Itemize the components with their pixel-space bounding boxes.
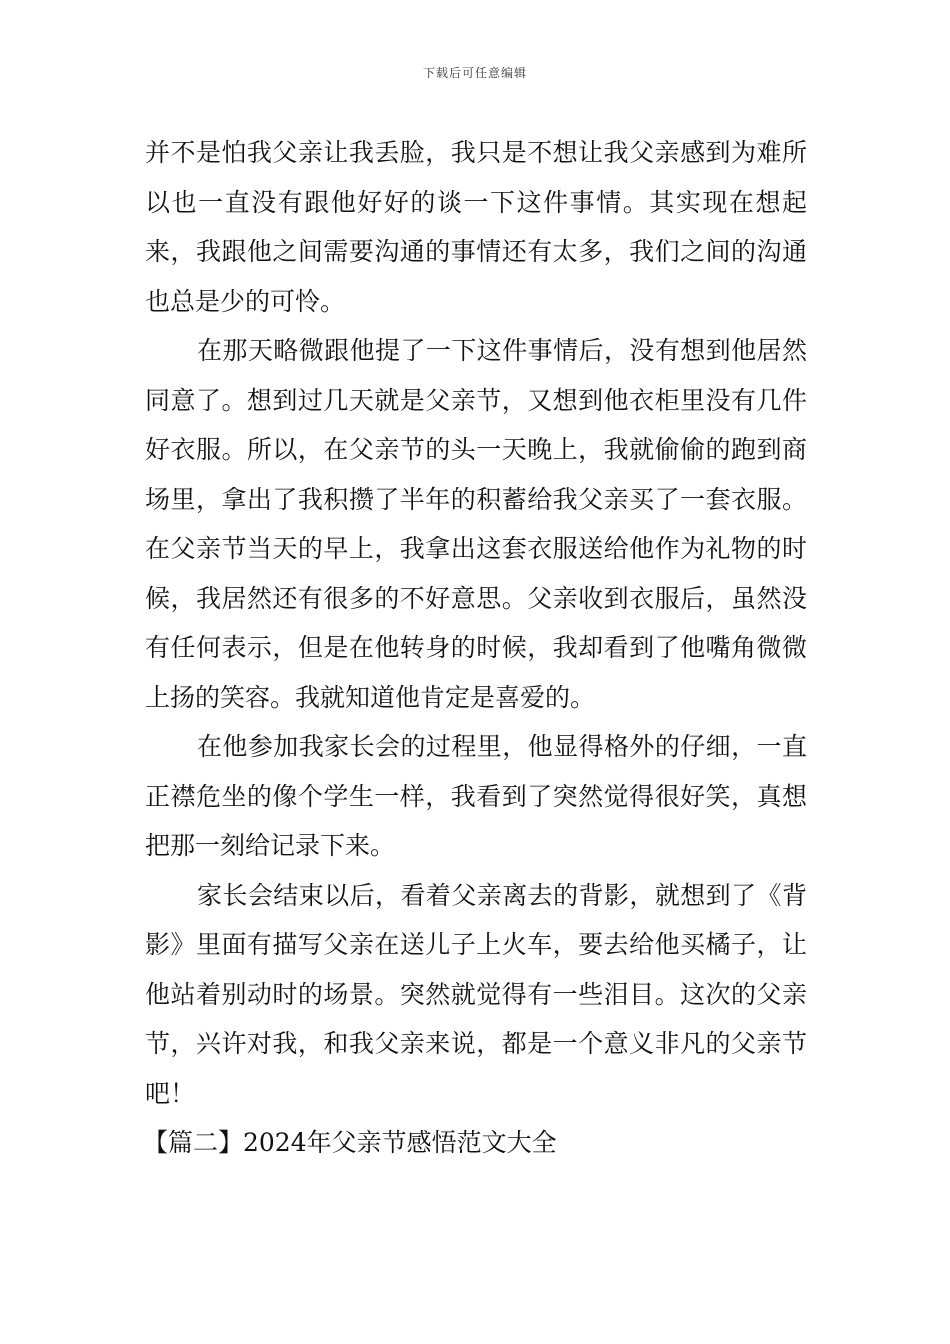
paragraph-4: 家长会结束以后，看着父亲离去的背影，就想到了《背影》里面有描写父亲在送儿子上火车，要去给他买橘子，让他站着别动时的场景。突然就觉得有一些泪目。这次的父亲节，兴许对我，和我父亲来说，都是一个意义非凡的父亲节吧！ xyxy=(145,880,807,1108)
page-header-note: 下载后可任意编辑 xyxy=(422,66,527,80)
document-body xyxy=(143,128,807,1157)
paragraph-2: 在那天略微跟他提了一下这件事情后，没有想到他居然同意了。想到过几天就是父亲节，又想到他衣柜里没有几件好衣服。所以，在父亲节的头一天晚上，我就偷偷的跑到商场里，拿出了我积攒了半年的积蓄给我父亲买了一套衣服。在父亲节当天的早上，我拿出这套衣服送给他作为礼物的时候，我居然还有很多的不好意思。父亲收到衣服后，虽然没有任何表示，但是在他转身的时候，我却看到了他嘴角微微上扬的笑容。我就知道他肯定是喜爱的。 xyxy=(145,336,807,712)
section-title: 【篇二】2024年父亲节感悟范文大全 xyxy=(143,1128,557,1157)
paragraph-3: 在他参加我家长会的过程里，他显得格外的仔细，一直正襟危坐的像个学生一样，我看到了突然觉得很好笑，真想把那一刻给记录下来。 xyxy=(145,732,807,860)
paragraph-1: 并不是怕我父亲让我丢脸，我只是不想让我父亲感到为难所以也一直没有跟他好好的谈一下这件事情。其实现在想起来，我跟他之间需要沟通的事情还有太多，我们之间的沟通也总是少的可怜。 xyxy=(145,138,807,316)
